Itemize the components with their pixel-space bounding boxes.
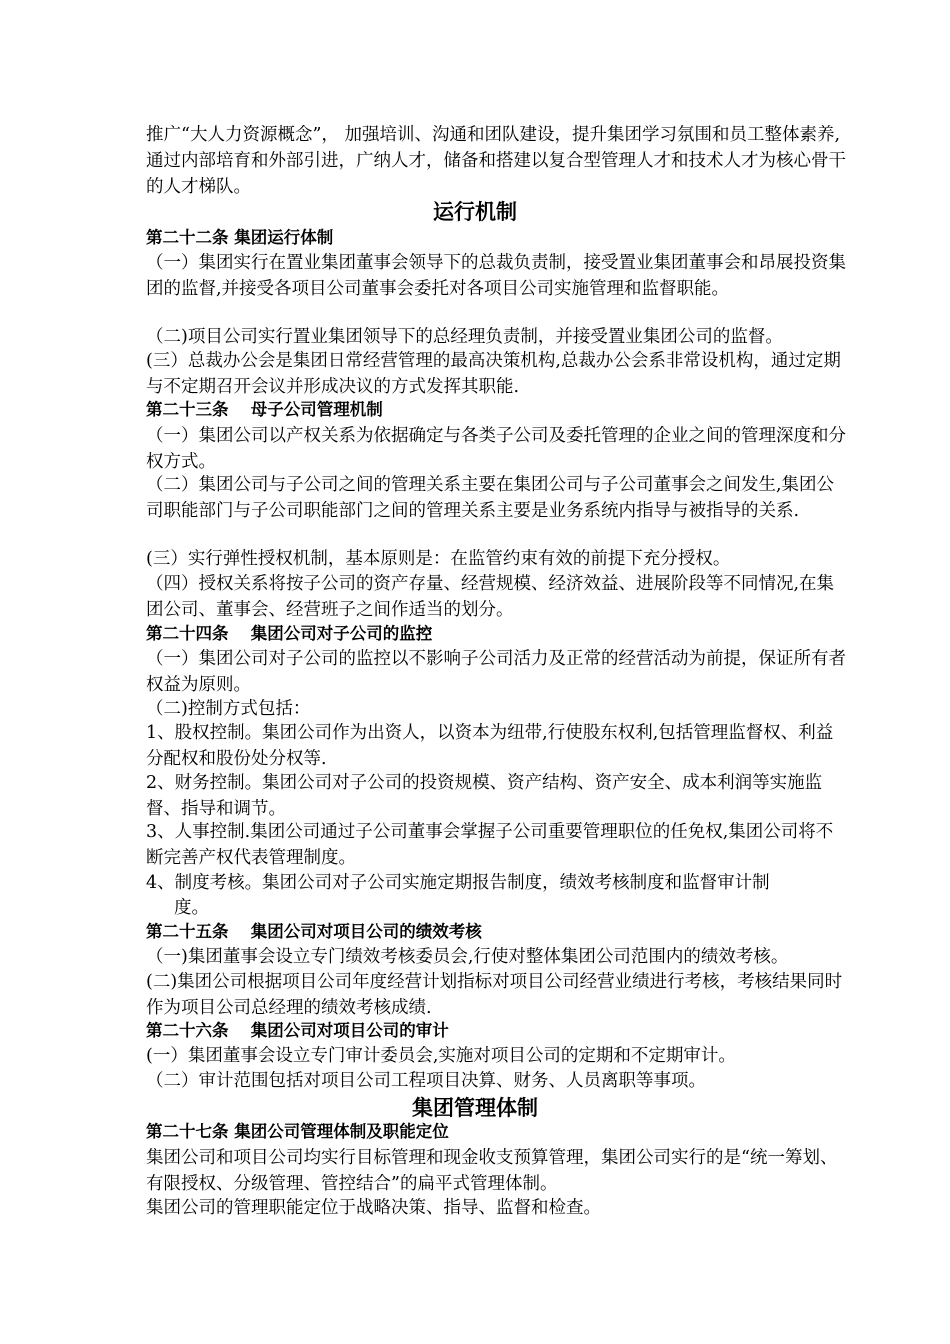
- article-22-title: 第二十二条 集团运行体制: [146, 228, 334, 247]
- article-23-p2: （二）集团公司与子公司之间的管理关系主要在集团公司与子公司董事会之间发生,集团公司职能部门与子公司职能部门之间的管理关系主要是业务系统内指导与被指导的关系.: [146, 475, 835, 521]
- article-26-p1: (一）集团董事会设立专门审计委员会,实施对项目公司的定期和不定期审计。: [146, 1046, 736, 1066]
- article-22-p3: (三）总裁办公会是集团日常经营管理的最高决策机构,总裁办公会系非常设机构，通过定期与不定期召开会议并形成决议的方式发挥其职能.: [146, 351, 841, 397]
- article-24-item1: 1、股权控制。集团公司作为出资人，以资本为纽带,行使股东权利,包括管理监督权、利益分配权和股份处分权等.: [146, 723, 834, 769]
- section-title-operation: 运行机制: [433, 200, 517, 224]
- article-25-title: 第二十五条 集团公司对项目公司的绩效考核: [146, 922, 482, 941]
- article-27-p1: 集团公司和项目公司均实行目标管理和现金收支预算管理，集团公司实行的是“统一筹划、有限授权、分级管理、管控结合”的扁平式管理体制。: [146, 1148, 838, 1194]
- article-26-title: 第二十六条 集团公司对项目公司的审计: [146, 1021, 449, 1040]
- article-24-item3: 3、人事控制.集团公司通过子公司董事会掌握子公司重要管理职位的任免权,集团公司将不断完善产权代表管理制度。: [146, 822, 834, 868]
- article-24-p1: （一）集团公司对子公司的监控以不影响子公司活力及正常的经营活动为前提，保证所有者权益为原则。: [146, 649, 846, 695]
- section-title-management: 集团管理体制: [412, 1096, 538, 1120]
- article-27-title: 第二十七条 集团公司管理体制及职能定位: [146, 1122, 449, 1141]
- article-24-p2: （二)控制方式包括：: [146, 699, 311, 719]
- article-24-title: 第二十四条 集团公司对子公司的监控: [146, 624, 433, 643]
- article-23-title: 第二十三条 母子公司管理机制: [146, 400, 383, 419]
- article-24-item2: 2、财务控制。集团公司对子公司的投资规模、资产结构、资产安全、成本利润等实施监督、指导和调节。: [146, 773, 823, 819]
- article-25-p1: （一)集团董事会设立专门绩效考核委员会,行使对整体集团公司范围内的绩效考核。: [146, 947, 789, 967]
- article-24-item4-line2: 度。: [174, 898, 209, 918]
- article-23-p3: (三）实行弹性授权机制，基本原则是：在监管约束有效的前提下充分授权。: [146, 549, 731, 569]
- article-22-p2: （二)项目公司实行置业集团领导下的总经理负责制，并接受置业集团公司的监督。: [146, 327, 783, 347]
- article-22-p1: （一）集团实行在置业集团董事会领导下的总裁负责制，接受置业集团董事会和昂展投资集团的监督,并接受各项目公司董事会委托对各项目公司实施管理和监督职能。: [146, 253, 846, 299]
- article-25-p2: (二)集团公司根据项目公司年度经营计划指标对项目公司经营业绩进行考核，考核结果同时作为项目公司总经理的绩效考核成绩.: [146, 972, 843, 1018]
- article-27-p2: 集团公司的管理职能定位于战略决策、指导、监督和检查。: [146, 1198, 601, 1218]
- article-23-p4: （四）授权关系将按子公司的资产存量、经营规模、经济效益、进展阶段等不同情况,在集团公司、董事会、经营班子之间作适当的划分。: [146, 574, 835, 620]
- article-26-p2: （二）审计范围包括对项目公司工程项目决算、财务、人员离职等事项。: [146, 1071, 706, 1091]
- article-23-p1: （一）集团公司以产权关系为依据确定与各类子公司及委托管理的企业之间的管理深度和分权方式。: [146, 426, 846, 472]
- article-24-item4-line1: 4、制度考核。集团公司对子公司实施定期报告制度，绩效考核制度和监督审计制: [146, 873, 770, 893]
- intro-paragraph: 推广“大人力资源概念”， 加强培训、沟通和团队建设，提升集团学习氛围和员工整体素养,通过内部培育和外部引进，广纳人才，储备和搭建以复合型管理人才和技术人才为核心骨干的人才梯队。: [146, 125, 846, 197]
